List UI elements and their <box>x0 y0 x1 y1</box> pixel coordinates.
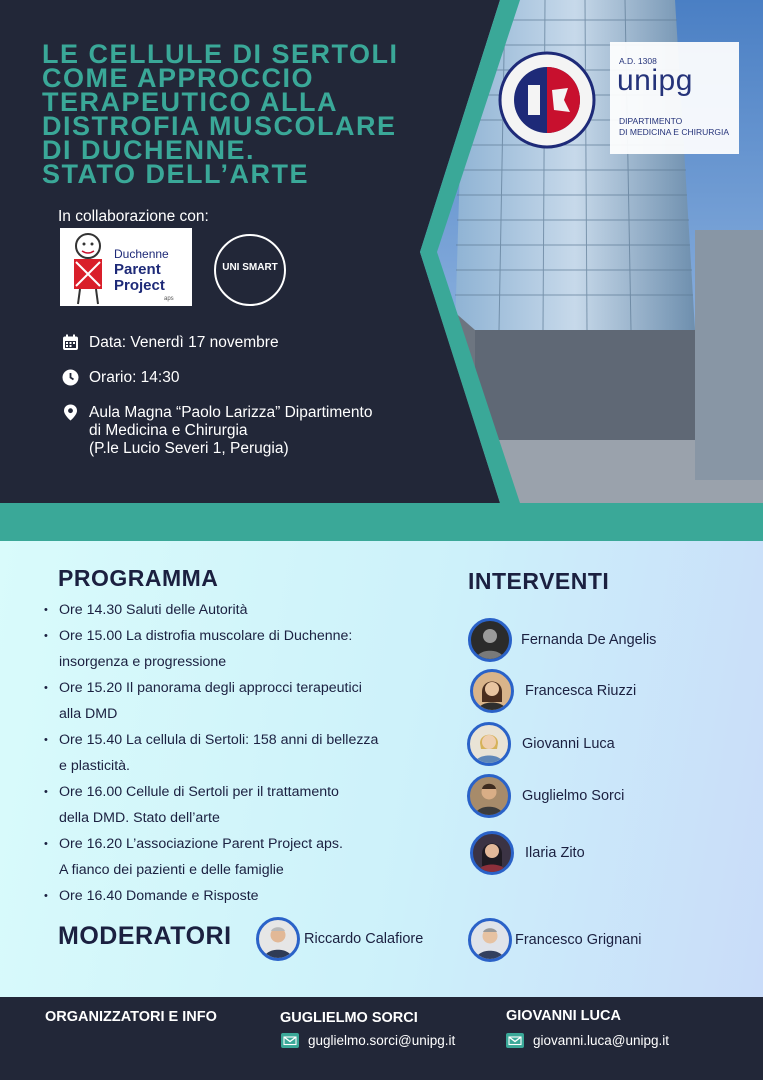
speaker-name: Fernanda De Angelis <box>521 632 657 648</box>
event-date: Data: Venerdì 17 novembre <box>62 334 279 352</box>
title-line: DISTROFIA MUSCOLARE <box>42 111 397 141</box>
speaker-item <box>470 831 585 875</box>
contact-name: GUGLIELMO SORCI <box>280 1010 418 1026</box>
moderator-avatar <box>256 917 300 961</box>
title-line: COME APPROCCIO <box>42 63 315 93</box>
speaker-item <box>467 722 615 766</box>
email-icon <box>281 1033 299 1048</box>
speaker-avatar <box>470 669 514 713</box>
speaker-item <box>468 618 656 662</box>
speakers-heading: INTERVENTI <box>468 568 610 594</box>
location-pin-icon <box>62 404 79 421</box>
dpp-logo-sub: aps <box>164 296 174 302</box>
email-icon <box>506 1033 524 1048</box>
moderator-item <box>256 917 423 961</box>
program-list <box>44 597 444 909</box>
program-item: • Ore 15.40 La cellula di Sertoli: 158 anni di bellezza e plasticità. <box>44 727 444 779</box>
calendar-icon <box>62 334 79 351</box>
collaboration-label: In collaborazione con: <box>58 208 209 225</box>
program-item: • Ore 15.20 Il panorama degli approcci terapeutici alla DMD <box>44 675 444 727</box>
unipg-logo <box>610 42 739 154</box>
event-time: Orario: 14:30 <box>62 369 179 387</box>
location-line: (P.le Lucio Severi 1, Perugia) <box>89 440 289 457</box>
speaker-item <box>470 669 636 713</box>
event-location <box>62 404 372 458</box>
speaker-name: Giovanni Luca <box>522 736 615 752</box>
unipg-founding-year: A.D. 1308 <box>619 56 657 66</box>
event-title <box>42 39 442 189</box>
contact-email[interactable]: giovanni.luca@unipg.it <box>506 1033 669 1048</box>
program-item: • Ore 16.40 Domande e Risposte <box>44 883 444 909</box>
speaker-avatar <box>467 774 511 818</box>
header-section <box>0 0 763 503</box>
speaker-name: Francesca Riuzzi <box>525 683 637 699</box>
unipg-department: DIPARTIMENTO DI MEDICINA E CHIRURGIA <box>619 116 730 137</box>
moderator-name: Francesco Grignani <box>515 932 642 948</box>
moderator-name: Riccardo Calafiore <box>304 931 424 947</box>
teal-divider <box>0 503 763 541</box>
unismart-logo: UNI SMART <box>214 234 286 306</box>
program-item: • Ore 16.00 Cellule di Sertoli per il trattamento della DMD. Stato dell’arte <box>44 779 444 831</box>
contact-name: GIOVANNI LUCA <box>506 1008 621 1024</box>
location-line: Aula Magna “Paolo Larizza” Dipartimento <box>89 404 373 421</box>
moderator-avatar <box>468 918 512 962</box>
university-seal <box>486 50 608 150</box>
speaker-avatar <box>470 831 514 875</box>
moderator-item <box>468 918 642 962</box>
speaker-avatar <box>467 722 511 766</box>
unipg-brand: unipg <box>617 64 693 97</box>
speaker-name: Guglielmo Sorci <box>522 788 625 804</box>
program-item: • Ore 16.20 L’associazione Parent Project aps. A fianco dei pazienti e delle famiglie <box>44 831 444 883</box>
program-heading: PROGRAMMA <box>58 565 219 591</box>
organizers-label: ORGANIZZATORI E INFO <box>45 1009 217 1025</box>
speaker-avatar <box>468 618 512 662</box>
clock-icon <box>62 369 79 386</box>
title-line: LE CELLULE DI SERTOLI <box>42 39 399 69</box>
title-line: DI DUCHENNE. <box>42 135 256 165</box>
program-item: • Ore 14.30 Saluti delle Autorità <box>44 597 444 623</box>
speaker-item <box>467 774 624 818</box>
speaker-name: Ilaria Zito <box>525 845 585 861</box>
moderators-heading: MODERATORI <box>58 922 232 950</box>
title-line: STATO DELL’ARTE <box>42 159 310 189</box>
contact-email[interactable]: guglielmo.sorci@unipg.it <box>281 1033 455 1048</box>
title-line: TERAPEUTICO ALLA <box>42 87 338 117</box>
duchenne-parent-project-logo <box>60 228 192 306</box>
dpp-logo-text: Duchenne Parent Project <box>114 247 169 294</box>
location-line: di Medicina e Chirurgia <box>89 422 248 439</box>
program-item: • Ore 15.00 La distrofia muscolare di Duchenne: insorgenza e progressione <box>44 623 444 675</box>
